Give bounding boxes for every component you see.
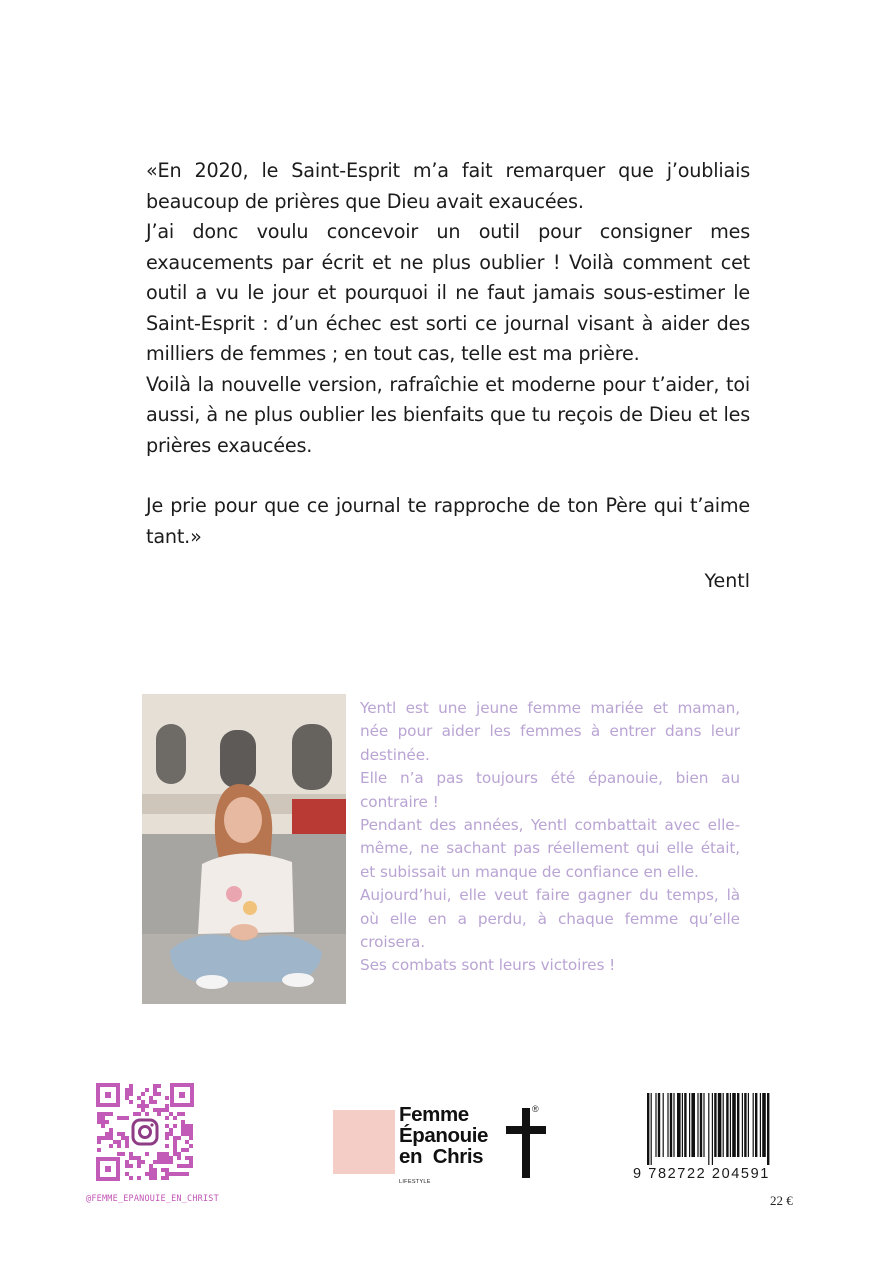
- publisher-logo: [399, 1104, 488, 1167]
- bio-paragraph: Pendant des années, Yentl combattait avec elle-même, ne sachant pas réellement qui elle était, et subissait un manque de confiance en elle.: [360, 816, 740, 881]
- instagram-handle[interactable]: @FEMME_EPANOUIE_EN_CHRIST: [86, 1194, 219, 1204]
- author-photo: [142, 694, 346, 1004]
- isbn-number: 9 782722 204591: [633, 1166, 770, 1182]
- back-cover-quote: [146, 156, 750, 552]
- book-price: 22 €: [770, 1193, 793, 1208]
- registered-mark: ®: [532, 1104, 539, 1114]
- bio-paragraph: Aujourd’hui, elle veut faire gagner du temps, là où elle en a perdu, à chaque femme qu’elle croisera.: [360, 886, 740, 952]
- barcode: [645, 1093, 809, 1169]
- publisher-logo-swatch: [333, 1110, 395, 1174]
- quote-paragraph: Je prie pour que ce journal te rapproche de ton Père qui t’aime tant.»: [146, 494, 750, 548]
- quote-paragraph: Voilà la nouvelle version, rafraîchie et moderne pour t’aider, toi aussi, à ne plus oublier les bienfaits que tu reçois de Dieu et les prières exaucées.: [146, 372, 750, 457]
- publisher-logo-line: Femme: [399, 1103, 469, 1126]
- quote-paragraph: «En 2020, le Saint-Esprit m’a fait remarquer que j’oubliais beaucoup de prières que Dieu avait exaucées.: [146, 159, 750, 213]
- publisher-logo-line: Épanouie: [399, 1124, 489, 1147]
- instagram-icon: [129, 1116, 161, 1148]
- cross-icon: [506, 1108, 548, 1182]
- bio-paragraph: Elle n’a pas toujours été épanouie, bien au contraire !: [360, 769, 740, 811]
- quote-signature: Yentl: [704, 570, 750, 592]
- quote-paragraph: J’ai donc voulu concevoir un outil pour consigner mes exaucements par écrit et ne plus oublier ! Voilà comment cet outil a vu le jour et pourquoi il ne faut jamais sous-estimer le Saint-Esprit : d’un échec est sorti ce journal visant à aider des milliers de femmes ; en tout cas, telle est ma prière.: [146, 220, 750, 365]
- publisher-logo-line: en Chris: [399, 1145, 484, 1168]
- publisher-tagline: LIFESTYLE: [399, 1179, 431, 1185]
- bio-paragraph: Yentl est une jeune femme mariée et maman, née pour aider les femmes à entrer dans leur destinée.: [360, 699, 740, 764]
- author-bio: [360, 697, 740, 978]
- instagram-qr-code[interactable]: [96, 1083, 194, 1181]
- bio-paragraph: Ses combats sont leurs victoires !: [360, 956, 616, 975]
